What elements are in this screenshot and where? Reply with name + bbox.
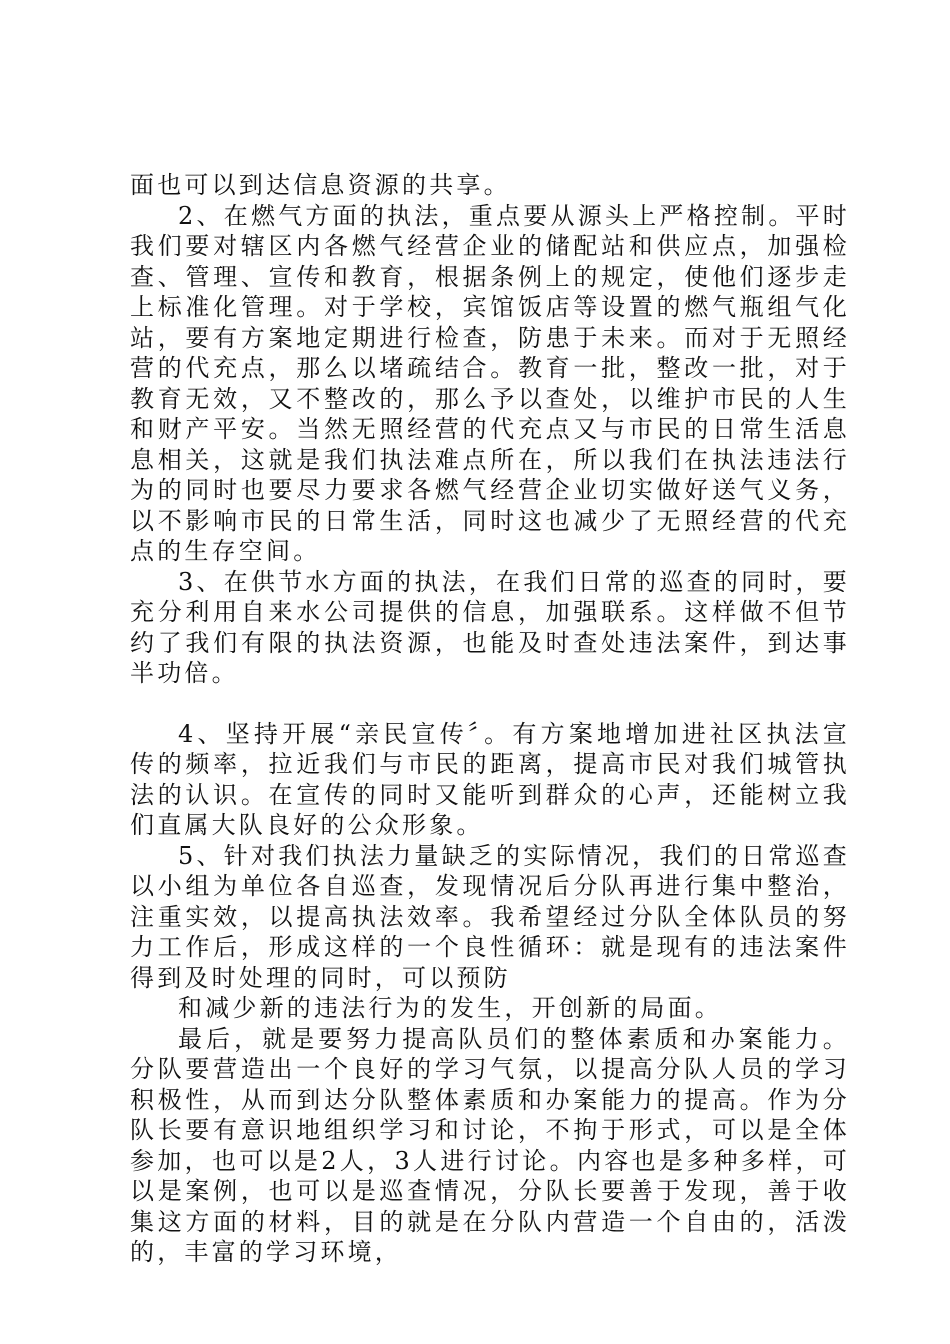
paragraph-continuation: 面也可以到达信息资源的共享。 xyxy=(130,171,511,199)
paragraph-training: 最后，就是要努力提高队员们的整体素质和办案能力。分队要营造出一个良好的学习气氛，以提高分队人员的学习积极性，从而到达分队整体素质和办案能力的提高。作为分队长要有意识地组织学习和讨论，不拘于形式，可以是全体参加，也可以是2人，3人进行讨论。内容也是多种多样，可以是案例，也可以是巡查情况，分队长要善于发现，善于收集这方面的材料，目的就是在分队内营造一个自由的，活泼的，丰富的学习环境， xyxy=(130,1024,850,1266)
paragraph-patrol-continued: 和减少新的违法行为的发生，开创新的局面。 xyxy=(178,994,722,1022)
paragraph-patrol: 5、针对我们执法力量缺乏的实际情况，我们的日常巡查以小组为单位各自巡查，发现情况后分队再进行集中整治，注重实效，以提高执法效率。我希望经过分队全体队员的努力工作后，形成这样的一个良性循环：就是现有的违法案件得到及时处理的同时，可以预防 xyxy=(130,841,850,992)
paragraph-gas-enforcement: 2、在燃气方面的执法，重点要从源头上严格控制。平时我们要对辖区内各燃气经营企业的储配站和供应点，加强检查、管理、宣传和教育，根据条例上的规定，使他们逐步走上标准化管理。对于学校，宾馆饭店等设置的燃气瓶组气化站，要有方案地定期进行检查，防患于未来。而对于无照经营的代充点，那么以堵疏结合。教育一批，整改一批，对于教育无效，又不整改的，那么予以查处，以维护市民的人生和财产平安。当然无照经营的代充点又与市民的日常生活息息相关，这就是我们执法难点所在，所以我们在执法违法行为的同时也要尽力要求各燃气经营企业切实做好送气义务，以不影响市民的日常生活，同时这也减少了无照经营的代充点的生存空间。 xyxy=(130,201,850,565)
document-body xyxy=(130,170,850,1268)
paragraph-water-enforcement: 3、在供节水方面的执法，在我们日常的巡查的同时，要充分利用自来水公司提供的信息，加强联系。这样做不但节约了我们有限的执法资源，也能及时查处违法案件，到达事半功倍。 xyxy=(130,567,850,687)
paragraph-publicity: 4、坚持开展“亲民宣传〞。有方案地增加进社区执法宣传的频率，拉近我们与市民的距离，提高市民对我们城管执法的认识。在宣传的同时又能听到群众的心声，还能树立我们直属大队良好的公众形象。 xyxy=(130,719,850,839)
